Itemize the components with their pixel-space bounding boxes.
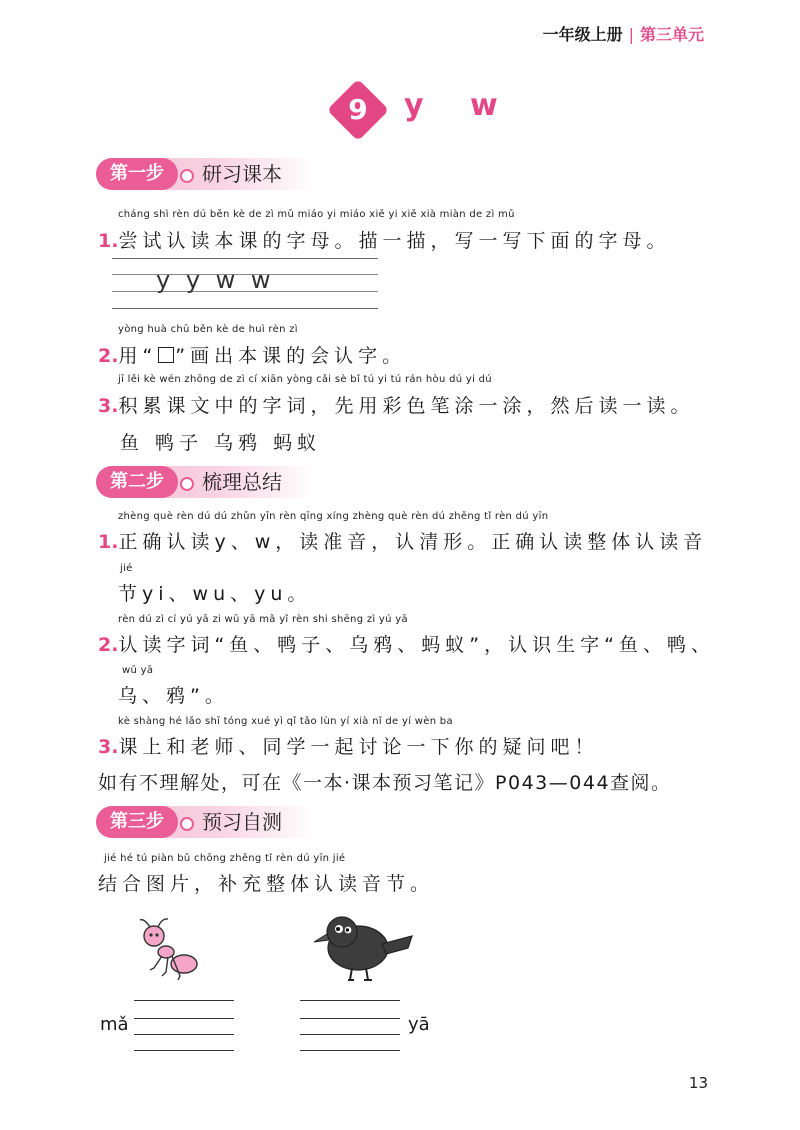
crow-answer-line-3[interactable] [300, 1034, 400, 1035]
step1-q2-pinyin: yòng huà chū běn kè de huì rèn zì [118, 324, 298, 335]
step3-banner [96, 806, 316, 838]
step2-banner [96, 466, 316, 498]
step1-q1-text: 尝试认读本课的字母。描一描，写一写下面的字母。 [118, 230, 671, 252]
grade-label: 一年级上册 [542, 25, 623, 44]
crow-answer-suffix: yā [408, 1014, 430, 1035]
step1-q3-text: 积累课文中的字词，先用彩色笔涂一涂，然后读一读。 [118, 395, 695, 417]
ant-answer-line-3[interactable] [134, 1034, 234, 1035]
step2-q1-pinyin2: jié [120, 563, 133, 574]
step2-dot [180, 477, 194, 491]
square-icon [158, 347, 174, 363]
step1-banner [96, 158, 316, 190]
trace-letters: y y w w [156, 266, 275, 294]
grid-line-top [112, 258, 378, 259]
step2-label: 第二步 [96, 466, 178, 498]
step3-dot [180, 817, 194, 831]
crow-answer-line-1[interactable] [300, 1000, 400, 1001]
step1-q2 [98, 341, 406, 368]
writing-grid[interactable] [112, 258, 378, 308]
step2-q3 [98, 732, 598, 759]
step3-q-pinyin: jié hé tú piàn bǔ chōng zhěng tǐ rèn dú yīn jié [104, 853, 346, 864]
step2-q1-text2: 节yi、wu、yu。 [118, 583, 312, 605]
step2-title: 梳理总结 [202, 470, 282, 494]
step1-q1-pinyin: cháng shì rèn dú běn kè de zì mǔ miáo yi miáo xiě yi xiě xià miàn de zì mǔ [118, 209, 515, 220]
unit-label: 第三单元 [639, 25, 704, 44]
ant-answer-prefix: mǎ [100, 1014, 129, 1035]
page-header [543, 22, 704, 45]
step2-q1-pinyin: zhèng què rèn dú dú zhǔn yīn rèn qīng xíng zhèng què rèn dú zhěng tǐ rèn dú yīn [118, 511, 549, 522]
step2-q2-text2: 乌、鸦”。 [118, 685, 229, 707]
step2-q2-pinyin: rèn dú zì cí yú yā zi wū yā mǎ yǐ rèn shi shēng zì yú yā [118, 614, 408, 625]
step1-q2-number: 2. [98, 345, 119, 367]
step2-q2-number: 2. [98, 634, 119, 656]
crow-illustration [312, 908, 416, 984]
step1-title: 研习课本 [202, 162, 282, 186]
step2-q2-text: 认读字词“鱼、鸭子、乌鸦、蚂蚁”，认识生字“鱼、鸭、 [118, 634, 715, 656]
step1-q2-text-after: ”画出本课的会认字。 [175, 345, 407, 367]
ant-answer-line-2[interactable] [134, 1018, 234, 1019]
step2-q1-number: 1. [98, 531, 119, 553]
step1-q3-number: 3. [98, 395, 119, 417]
step1-q3 [98, 391, 694, 418]
step2-q1 [98, 527, 707, 554]
page-number: 13 [688, 1074, 708, 1092]
lesson-number: 9 [348, 93, 368, 126]
step3-title: 预习自测 [202, 810, 282, 834]
header-separator: | [628, 25, 634, 44]
reference-note: 如有不理解处，可在《一本·课本预习笔记》P043—044查阅。 [98, 772, 672, 794]
lesson-title: y w [404, 88, 516, 123]
crow-answer-line-4[interactable] [300, 1050, 400, 1051]
step1-dot [180, 169, 194, 183]
crow-answer-line-2[interactable] [300, 1018, 400, 1019]
grid-line-bottom [112, 308, 378, 309]
step2-q1-text: 正确认读y、w，读准音，认清形。正确认读整体认读音 [118, 531, 708, 553]
ant-answer-line-4[interactable] [134, 1050, 234, 1051]
ant-answer-line-1[interactable] [134, 1000, 234, 1001]
step2-q2 [98, 630, 715, 657]
step1-q1 [98, 226, 670, 253]
step2-q3-text: 课上和老师、同学一起讨论一下你的疑问吧！ [118, 736, 599, 758]
step2-q3-pinyin: kè shàng hé lǎo shī tóng xué yì qǐ tǎo lùn yí xià nǐ de yí wèn ba [118, 716, 453, 727]
ant-illustration [132, 916, 202, 986]
step2-q2-pinyin2: wū yā [122, 665, 154, 676]
step1-q3-pinyin: jī lěi kè wén zhōng de zì cí xiān yòng cǎi sè bǐ tú yi tú rán hòu dú yi dú [118, 374, 492, 385]
step1-words: 鱼 鸭子 乌鸦 蚂蚁 [120, 432, 322, 454]
step3-label: 第三步 [96, 806, 178, 838]
step2-q3-number: 3. [98, 736, 119, 758]
step1-q1-number: 1. [98, 230, 119, 252]
step3-q-text: 结合图片，补充整体认读音节。 [98, 873, 435, 895]
step1-label: 第一步 [96, 158, 178, 190]
step1-q2-text-before: 用“ [118, 345, 158, 367]
